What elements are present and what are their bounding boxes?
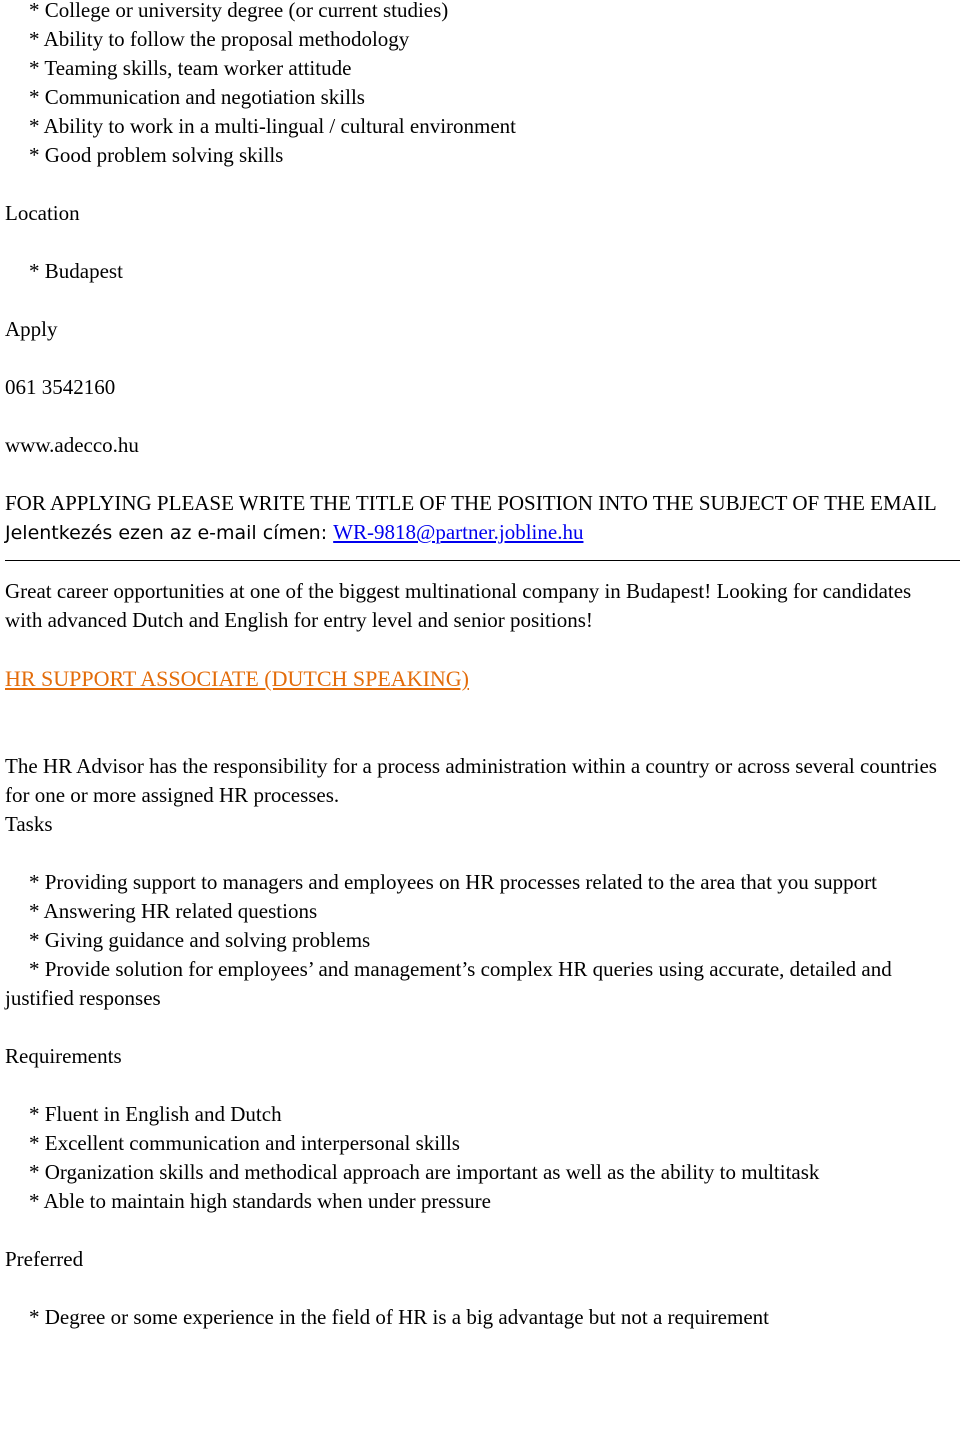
preferred-list (5, 1303, 955, 1332)
list-item: * Organization skills and methodical approach are important as well as the ability to multitask (29, 1160, 820, 1184)
tasks-heading: Tasks (5, 812, 53, 836)
list-item: * Answering HR related questions (29, 899, 318, 923)
list-item: * Giving guidance and solving problems (29, 928, 371, 952)
requirements-list (5, 1100, 955, 1216)
list-item: * Excellent communication and interpersonal skills (29, 1131, 460, 1155)
job-description: The HR Advisor has the responsibility for a process administration within a country or across several countries for one or more assigned HR processes. (5, 754, 937, 807)
apply-email-link[interactable]: WR-9818@partner.jobline.hu (333, 520, 584, 544)
list-item: * Providing support to managers and employees on HR processes related to the area that you support (29, 870, 877, 894)
apply-instruction: FOR APPLYING PLEASE WRITE THE TITLE OF THE POSITION INTO THE SUBJECT OF THE EMAIL (5, 491, 937, 515)
list-item: * Ability to follow the proposal methodology (29, 27, 410, 51)
list-item: * College or university degree (or current studies) (29, 0, 449, 22)
location-heading: Location (5, 201, 80, 225)
apply-heading: Apply (5, 317, 58, 341)
apply-website: www.adecco.hu (5, 433, 139, 457)
preferred-heading: Preferred (5, 1247, 84, 1271)
job-title-link[interactable]: HR SUPPORT ASSOCIATE (DUTCH SPEAKING) (5, 666, 470, 691)
intro-text: Great career opportunities at one of the biggest multinational company in Budapest! Looking for candidates with advanced Dutch and English for entry level and senior positions! (5, 579, 912, 632)
list-item: * Fluent in English and Dutch (29, 1102, 282, 1126)
apply-email-prefix: Jelentkezés ezen az e-mail címen: (5, 522, 334, 544)
requirements-heading: Requirements (5, 1044, 122, 1068)
list-item: * Degree or some experience in the field of HR is a big advantage but not a requirement (29, 1305, 769, 1329)
list-item: * Ability to work in a multi-lingual / cultural environment (29, 114, 517, 138)
list-item: * Communication and negotiation skills (29, 85, 365, 109)
tasks-list (5, 868, 955, 1013)
list-item: * Provide solution for employees’ and management’s complex HR queries using accurate, detailed and justified responses (5, 957, 892, 1010)
apply-email-line (5, 518, 955, 548)
top-requirements-list (5, 0, 955, 170)
apply-phone: 061 3542160 (5, 375, 116, 399)
list-item: * Able to maintain high standards when under pressure (29, 1189, 491, 1213)
list-item: * Good problem solving skills (29, 143, 284, 167)
location-value: * Budapest (29, 259, 123, 283)
document-page (5, 0, 955, 1332)
list-item: * Teaming skills, team worker attitude (29, 56, 352, 80)
